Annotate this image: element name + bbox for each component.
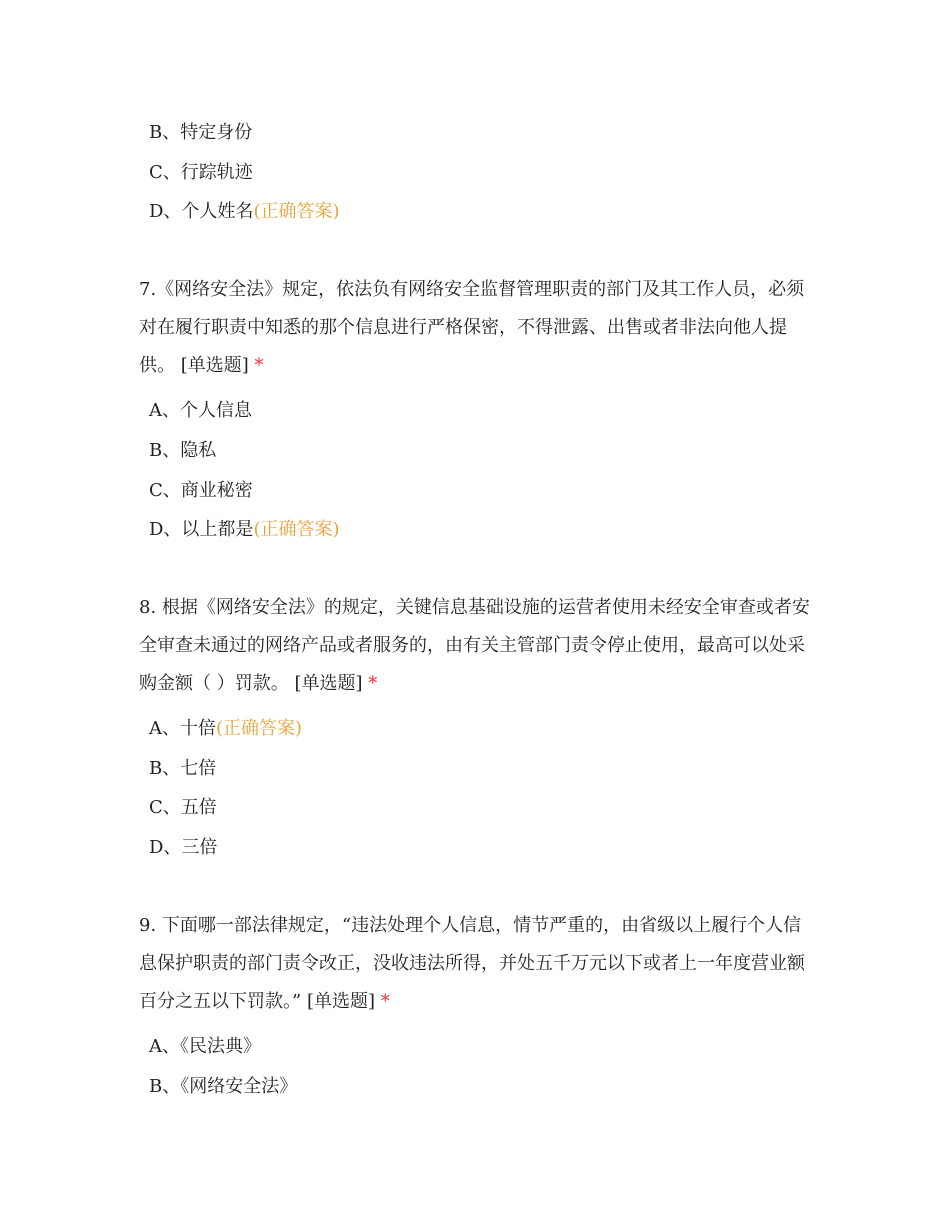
correct-answer-marker: (正确答案): [253, 201, 340, 222]
q6-option-b: B、特定身份: [149, 122, 253, 143]
question-9: [139, 907, 819, 1021]
question-9-type: [单选题]: [306, 991, 375, 1012]
q7-option-b: B、隐私: [149, 440, 217, 461]
q8-option-c: C、五倍: [149, 797, 217, 818]
question-8-text: 8. 根据《网络安全法》的规定，关键信息基础设施的运营者使用未经安全审查或者安全审查未通过的网络产品或者服务的，由有关主管部门责令停止使用，最高可以处采购金额（ ）罚款。: [139, 597, 810, 694]
q7-option-d: D、以上都是(正确答案): [149, 519, 340, 540]
question-7: [139, 271, 819, 385]
correct-answer-marker: (正确答案): [253, 519, 340, 540]
question-8-type: [单选题]: [294, 673, 363, 694]
q7-option-a: A、个人信息: [149, 400, 252, 421]
q6-option-c: C、行踪轨迹: [149, 162, 253, 183]
question-9-text: 9. 下面哪一部法律规定，“违法处理个人信息，情节严重的，由省级以上履行个人信息保护职责的部门责令改正，没收违法所得，并处五千万元以下或者上一年度营业额百分之五以下罚款。”: [139, 915, 805, 1012]
question-7-text: 7.《网络安全法》规定，依法负有网络安全监督管理职责的部门及其工作人员，必须对在履行职责中知悉的那个信息进行严格保密，不得泄露、出售或者非法向他人提供。: [139, 279, 805, 376]
q6-option-d: D、个人姓名(正确答案): [149, 201, 340, 222]
q8-option-b: B、七倍: [149, 758, 217, 779]
required-marker: *: [380, 991, 390, 1012]
q9-option-b: B、《网络安全法》: [149, 1076, 298, 1097]
correct-answer-marker: (正确答案): [216, 718, 303, 739]
q8-option-d: D、三倍: [149, 837, 218, 858]
q7-option-c: C、商业秘密: [149, 480, 253, 501]
question-8: [139, 589, 819, 703]
q9-option-a: A、《民法典》: [149, 1036, 261, 1057]
required-marker: *: [368, 673, 378, 694]
required-marker: *: [254, 355, 264, 376]
q8-option-a: A、十倍(正确答案): [149, 718, 303, 739]
question-7-type: [单选题]: [180, 355, 249, 376]
